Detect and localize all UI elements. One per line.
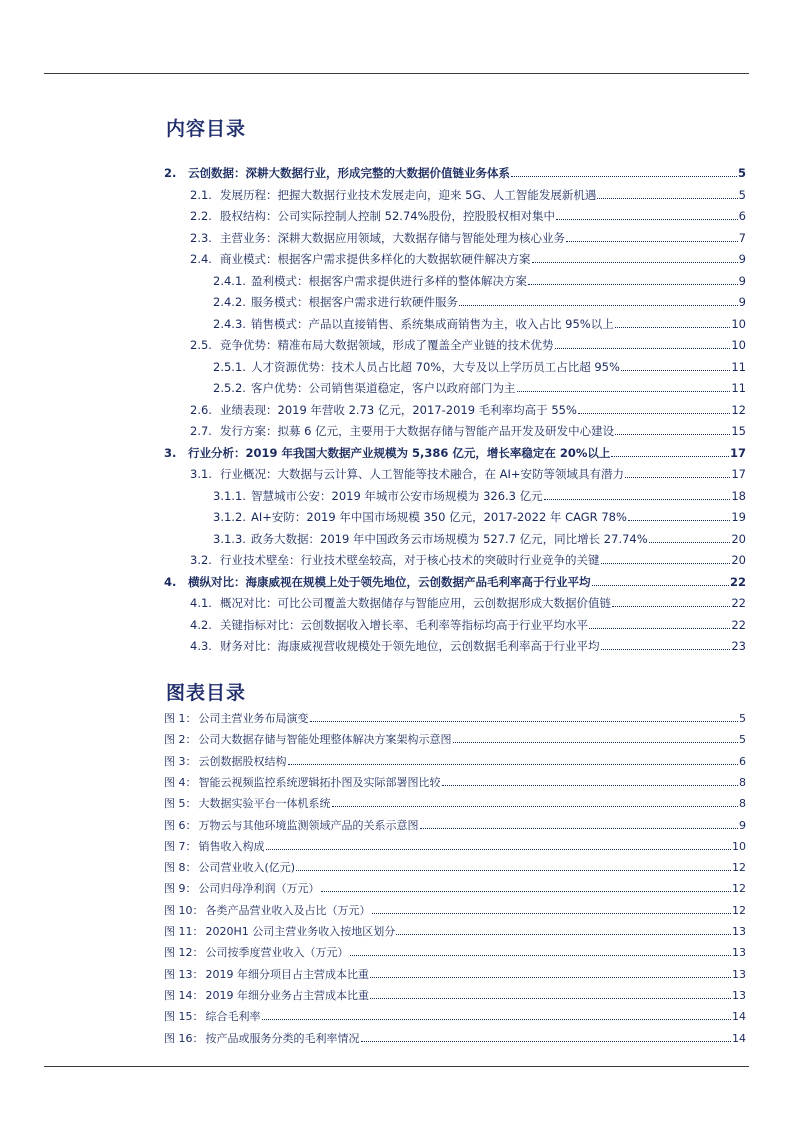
entry-page-number: 18 bbox=[731, 488, 746, 503]
dot-leader bbox=[566, 229, 738, 242]
footer-rule bbox=[44, 1066, 749, 1067]
dot-leader bbox=[517, 379, 731, 392]
figure-entry[interactable] bbox=[164, 1007, 746, 1024]
toc-entry[interactable] bbox=[190, 594, 746, 611]
entry-title: 横纵对比：海康威视在规模上处于领先地位，云创数据产品毛利率高于行业平均 bbox=[188, 574, 591, 589]
entry-page-number: 5 bbox=[737, 166, 746, 180]
entry-page-number: 8 bbox=[739, 797, 746, 811]
dot-leader bbox=[370, 986, 731, 999]
entry-page-number: 17 bbox=[731, 467, 746, 481]
entry-page-number: 5 bbox=[739, 712, 746, 725]
entry-title: 2019 年细分项目占主营成本比重 bbox=[205, 967, 369, 981]
entry-page-number: 9 bbox=[738, 252, 746, 266]
entry-number: 4.1. bbox=[190, 596, 212, 610]
figure-entry[interactable] bbox=[164, 858, 746, 875]
entry-title: 发展历程：把握大数据行业技术发展走向，迎来 5G、人工智能发展新机遇 bbox=[220, 187, 597, 202]
entry-number: 2.7. bbox=[190, 424, 212, 438]
dot-leader bbox=[601, 637, 731, 650]
entry-page-number: 22 bbox=[731, 617, 746, 632]
entry-page-number: 13 bbox=[732, 967, 746, 981]
dot-leader bbox=[601, 551, 731, 564]
figure-entry[interactable] bbox=[164, 901, 746, 918]
dot-leader bbox=[532, 250, 738, 263]
figure-entry[interactable] bbox=[164, 709, 746, 726]
entry-number: 图 4： bbox=[164, 775, 197, 789]
entry-page-number: 12 bbox=[731, 402, 746, 417]
entry-number: 3.1.1. bbox=[213, 488, 246, 503]
entry-title: 行业分析：2019 年我国大数据产业规模为 5,386 亿元，增长率稳定在 20%以上 bbox=[188, 445, 611, 460]
figure-entry[interactable] bbox=[164, 965, 746, 982]
toc-entry[interactable] bbox=[190, 207, 746, 224]
entry-page-number: 8 bbox=[739, 775, 746, 789]
toc-entry[interactable] bbox=[190, 551, 746, 568]
entry-title: 智能云视频监控系统逻辑拓扑图及实际部署图比较 bbox=[198, 775, 441, 789]
dot-leader bbox=[332, 794, 739, 807]
dot-leader bbox=[370, 965, 731, 978]
figure-entry[interactable] bbox=[164, 773, 746, 790]
entry-title: 按产品或服务分类的毛利率情况 bbox=[205, 1031, 360, 1045]
dot-leader bbox=[442, 773, 739, 786]
entry-number: 图 9： bbox=[164, 882, 197, 896]
toc-entry[interactable] bbox=[190, 637, 746, 654]
entry-number: 3.1.3. bbox=[213, 531, 246, 546]
entry-page-number: 10 bbox=[731, 316, 746, 331]
entry-number: 2.4.3. bbox=[213, 316, 246, 331]
dot-leader bbox=[459, 293, 738, 306]
entry-title: 行业概况：大数据与云计算、人工智能等技术融合，在 AI+安防等领域具有潜力 bbox=[220, 467, 625, 481]
figure-entry[interactable] bbox=[164, 1029, 746, 1046]
toc-entry[interactable] bbox=[164, 164, 746, 181]
toc-entry[interactable] bbox=[213, 358, 746, 375]
toc-entry[interactable] bbox=[190, 401, 746, 418]
entry-title: 服务模式：根据客户需求进行软硬件服务 bbox=[251, 295, 458, 309]
toc-entry[interactable] bbox=[213, 487, 746, 504]
entry-page-number: 5 bbox=[739, 733, 746, 747]
entry-title: 销售模式：产品以直接销售、系统集成商销售为主，收入占比 95%以上 bbox=[251, 316, 614, 331]
toc-entry[interactable] bbox=[213, 272, 746, 289]
dot-leader bbox=[296, 858, 731, 871]
toc-entry[interactable] bbox=[190, 422, 746, 439]
entry-title: 行业技术壁垒：行业技术壁垒较高，对于核心技术的突破时行业竞争的关键 bbox=[220, 553, 600, 567]
entry-page-number: 19 bbox=[731, 510, 746, 524]
entry-number: 2.4.1. bbox=[213, 273, 246, 288]
header-rule bbox=[44, 73, 749, 74]
entry-title: 关键指标对比：云创数据收入增长率、毛利率等指标均高于行业平均水平 bbox=[220, 617, 588, 632]
entry-page-number: 12 bbox=[732, 861, 746, 875]
entry-title: 概况对比：可比公司覆盖大数据储存与智能应用，云创数据形成大数据价值链 bbox=[220, 596, 611, 610]
entry-number: 2.5. bbox=[190, 338, 212, 352]
figure-list-title: 图表目录 bbox=[166, 682, 247, 704]
entry-number: 图 7： bbox=[164, 839, 197, 853]
dot-leader bbox=[511, 164, 737, 177]
entry-title: 公司归母净利润（万元） bbox=[198, 882, 320, 896]
entry-title: 业绩表现：2019 年营收 2.73 亿元，2017-2019 毛利率均高于 55% bbox=[220, 402, 577, 417]
figure-entry[interactable] bbox=[164, 794, 746, 811]
entry-page-number: 15 bbox=[731, 424, 746, 438]
entry-page-number: 17 bbox=[729, 445, 746, 460]
dot-leader bbox=[589, 616, 730, 629]
figure-entry[interactable] bbox=[164, 752, 746, 769]
entry-title: 竞争优势：精准布局大数据领域，形成了覆盖全产业链的技术优势 bbox=[220, 338, 554, 352]
entry-title: 智慧城市公安：2019 年城市公安市场规模为 326.3 亿元 bbox=[251, 488, 543, 503]
entry-title: 万物云与其他环境监测领域产品的关系示意图 bbox=[198, 818, 419, 832]
entry-page-number: 6 bbox=[739, 754, 746, 768]
entry-title: 公司按季度营业收入（万元） bbox=[205, 946, 349, 960]
toc-entry[interactable] bbox=[213, 530, 746, 547]
entry-number: 图 15： bbox=[164, 1010, 204, 1024]
entry-page-number: 11 bbox=[731, 359, 746, 374]
dot-leader bbox=[420, 816, 739, 829]
entry-page-number: 13 bbox=[732, 946, 746, 960]
dot-leader bbox=[544, 487, 731, 500]
entry-title: 云创数据：深耕大数据行业，形成完整的大数据价值链业务体系 bbox=[188, 166, 510, 180]
dot-leader bbox=[597, 186, 737, 199]
entry-number: 2.3. bbox=[190, 230, 212, 245]
entry-number: 3.2. bbox=[190, 553, 212, 567]
entry-title: 大数据实验平台一体机系统 bbox=[198, 797, 331, 811]
toc-entry[interactable] bbox=[213, 293, 746, 310]
entry-page-number: 12 bbox=[732, 882, 746, 896]
dot-leader bbox=[288, 752, 739, 765]
entry-title: 公司大数据存储与智能处理整体解决方案架构示意图 bbox=[198, 733, 452, 747]
entry-number: 2.4. bbox=[190, 252, 212, 266]
figure-entry[interactable] bbox=[164, 922, 746, 939]
dot-leader bbox=[625, 465, 730, 478]
toc-entry[interactable] bbox=[190, 250, 746, 267]
entry-title: 云创数据股权结构 bbox=[198, 754, 287, 768]
entry-page-number: 22 bbox=[731, 596, 746, 610]
entry-page-number: 5 bbox=[738, 187, 746, 202]
toc-entry[interactable] bbox=[213, 315, 746, 332]
entry-page-number: 10 bbox=[732, 839, 746, 853]
entry-page-number: 22 bbox=[729, 574, 746, 589]
entry-number: 2.2. bbox=[190, 209, 212, 223]
entry-title: 2020H1 公司主营业务收入按地区划分 bbox=[205, 925, 396, 938]
figure-entry[interactable] bbox=[164, 986, 746, 1003]
entry-number: 2.5.1. bbox=[213, 359, 246, 374]
entry-number: 图 13： bbox=[164, 967, 204, 981]
entry-number: 3. bbox=[164, 445, 177, 460]
entry-title: 综合毛利率 bbox=[205, 1010, 261, 1024]
dot-leader bbox=[372, 901, 732, 914]
toc-entry[interactable] bbox=[164, 444, 746, 461]
entry-page-number: 9 bbox=[739, 818, 746, 832]
dot-leader bbox=[310, 709, 739, 722]
entry-number: 图 1： bbox=[164, 712, 197, 725]
entry-number: 2.1. bbox=[190, 187, 212, 202]
entry-title: AI+安防：2019 年中国市场规模 350 亿元，2017-2022 年 CAGR 78% bbox=[251, 510, 627, 524]
entry-number: 图 16： bbox=[164, 1031, 204, 1045]
dot-leader bbox=[262, 1007, 732, 1020]
entry-number: 图 5： bbox=[164, 797, 197, 811]
entry-title: 销售收入构成 bbox=[198, 839, 265, 853]
dot-leader bbox=[615, 422, 730, 435]
entry-title: 盈利模式：根据客户需求提供进行多样的整体解决方案 bbox=[251, 273, 527, 288]
entry-page-number: 11 bbox=[731, 381, 746, 395]
entry-page-number: 6 bbox=[738, 209, 746, 223]
entry-number: 4.2. bbox=[190, 617, 212, 632]
entry-number: 图 8： bbox=[164, 861, 197, 875]
entry-page-number: 13 bbox=[732, 925, 746, 938]
figure-entry[interactable] bbox=[164, 816, 746, 833]
dot-leader bbox=[396, 922, 731, 935]
toc-entry[interactable] bbox=[190, 229, 746, 246]
entry-page-number: 7 bbox=[738, 230, 746, 245]
entry-page-number: 14 bbox=[732, 1010, 746, 1024]
dot-leader bbox=[615, 315, 731, 328]
entry-title: 2019 年细分业务占主营成本比重 bbox=[205, 988, 369, 1002]
dot-leader bbox=[350, 943, 732, 956]
toc-title: 内容目录 bbox=[166, 118, 247, 140]
dot-leader bbox=[266, 837, 732, 850]
entry-number: 图 3： bbox=[164, 754, 197, 768]
dot-leader bbox=[321, 879, 732, 892]
dot-leader bbox=[528, 272, 738, 285]
entry-number: 4.3. bbox=[190, 639, 212, 653]
entry-page-number: 12 bbox=[732, 903, 746, 917]
entry-title: 客户优势：公司销售渠道稳定，客户以政府部门为主 bbox=[251, 381, 516, 395]
entry-number: 2.4.2. bbox=[213, 295, 246, 309]
dot-leader bbox=[556, 207, 738, 220]
dot-leader bbox=[611, 444, 729, 457]
dot-leader bbox=[592, 573, 729, 586]
dot-leader bbox=[628, 508, 730, 521]
entry-title: 各类产品营业收入及占比（万元） bbox=[205, 903, 371, 917]
entry-page-number: 13 bbox=[732, 988, 746, 1002]
entry-title: 发行方案：拟募 6 亿元，主要用于大数据存储与智能产品开发及研发中心建设 bbox=[220, 424, 615, 438]
dot-leader bbox=[578, 401, 730, 414]
entry-title: 政务大数据：2019 年中国政务云市场规模为 527.7 亿元，同比增长 27.74% bbox=[251, 531, 648, 546]
entry-number: 图 11： bbox=[164, 925, 204, 938]
entry-title: 公司主营业务布局演变 bbox=[198, 712, 309, 725]
toc-entry[interactable] bbox=[190, 336, 746, 353]
dot-leader bbox=[361, 1029, 732, 1042]
dot-leader bbox=[621, 358, 730, 371]
entry-number: 图 12： bbox=[164, 946, 204, 960]
entry-number: 4. bbox=[164, 574, 177, 589]
dot-leader bbox=[649, 530, 731, 543]
entry-number: 2. bbox=[164, 166, 177, 180]
entry-number: 2.6. bbox=[190, 402, 212, 417]
entry-title: 人才资源优势：技术人员占比超 70%，大专及以上学历员工占比超 95% bbox=[251, 359, 620, 374]
toc-entry[interactable] bbox=[213, 379, 746, 396]
entry-title: 商业模式：根据客户需求提供多样化的大数据软硬件解决方案 bbox=[220, 252, 531, 266]
entry-number: 3.1.2. bbox=[213, 510, 246, 524]
entry-page-number: 14 bbox=[732, 1031, 746, 1045]
figure-entry[interactable] bbox=[164, 837, 746, 854]
toc-entry[interactable] bbox=[213, 508, 746, 525]
entry-number: 图 14： bbox=[164, 988, 204, 1002]
entry-page-number: 9 bbox=[738, 273, 746, 288]
entry-title: 公司营业收入(亿元) bbox=[198, 861, 296, 875]
entry-page-number: 20 bbox=[731, 531, 746, 546]
toc-entry[interactable] bbox=[190, 186, 746, 203]
dot-leader bbox=[555, 336, 731, 349]
toc-entry[interactable] bbox=[164, 573, 746, 590]
entry-page-number: 9 bbox=[738, 295, 746, 309]
entry-number: 3.1. bbox=[190, 467, 212, 481]
entry-title: 财务对比：海康威视营收规模处于领先地位，云创数据毛利率高于行业平均 bbox=[220, 639, 600, 653]
dot-leader bbox=[612, 594, 730, 607]
entry-page-number: 23 bbox=[731, 639, 746, 653]
dot-leader bbox=[453, 730, 739, 743]
figure-entry[interactable] bbox=[164, 879, 746, 896]
toc-entry[interactable] bbox=[190, 465, 746, 482]
entry-number: 图 2： bbox=[164, 733, 197, 747]
entry-number: 图 6： bbox=[164, 818, 197, 832]
entry-title: 主营业务：深耕大数据应用领域，大数据存储与智能处理为核心业务 bbox=[220, 230, 565, 245]
figure-entry[interactable] bbox=[164, 943, 746, 960]
figure-entry[interactable] bbox=[164, 730, 746, 747]
entry-page-number: 20 bbox=[731, 553, 746, 567]
entry-title: 股权结构：公司实际控制人控制 52.74%股份，控股股权相对集中 bbox=[220, 209, 556, 223]
entry-number: 图 10： bbox=[164, 903, 204, 917]
toc-entry[interactable] bbox=[190, 616, 746, 633]
entry-number: 2.5.2. bbox=[213, 381, 246, 395]
entry-page-number: 10 bbox=[731, 338, 746, 352]
